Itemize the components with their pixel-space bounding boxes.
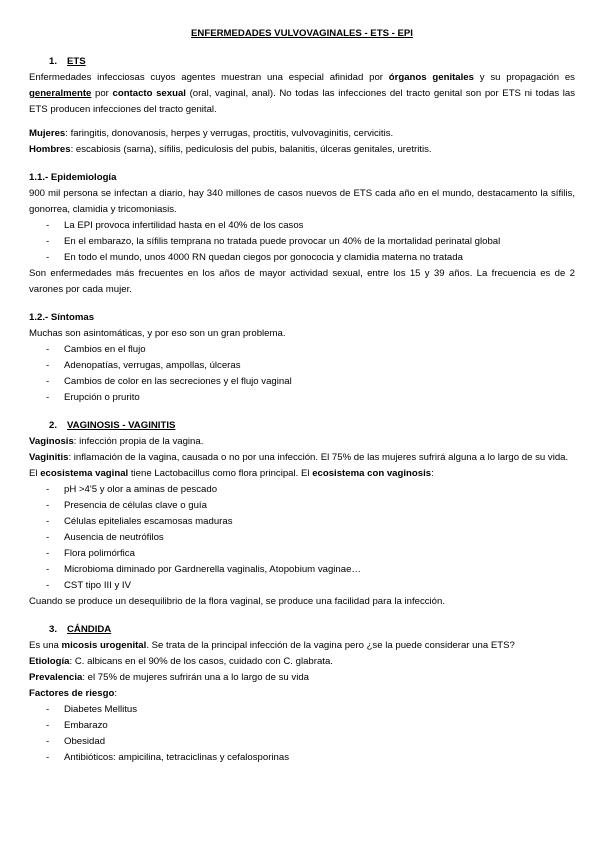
list-item: - Cambios en el flujo	[29, 342, 575, 358]
list-item: - Presencia de células clave o guía	[29, 498, 575, 514]
list-item: - Erupción o prurito	[29, 390, 575, 406]
factores-riesgo-list	[29, 702, 575, 766]
list-item: - Ausencia de neutrófilos	[29, 530, 575, 546]
document-page	[29, 26, 575, 766]
sintomas-list	[29, 342, 575, 406]
list-item: - Flora polimórfica	[29, 546, 575, 562]
list-item: - Antibióticos: ampicilina, tetraciclinas y cefalosporinas	[29, 750, 575, 766]
list-item: - La EPI provoca infertilidad hasta en el 40% de los casos	[29, 218, 575, 234]
sintomas-paragraph: Muchas son asintomáticas, y por eso son un gran problema.	[29, 328, 286, 339]
subsection-sintomas-heading: 1.2.- Síntomas	[29, 312, 95, 323]
list-item: - Obesidad	[29, 734, 575, 750]
list-item: - Diabetes Mellitus	[29, 702, 575, 718]
list-item: - CST tipo III y IV	[29, 578, 575, 594]
document-title: ENFERMEDADES VULVOVAGINALES - ETS - EPI	[191, 28, 413, 39]
section-3-heading: 3. CÁNDIDA	[49, 624, 112, 635]
section-2-closing: Cuando se produce un desequilibrio de la flora vaginal, se produce una facilidad para la infección.	[29, 596, 446, 607]
section-1-heading: 1. ETS	[49, 56, 86, 67]
vaginosis-line: Vaginosis: infección propia de la vagina.	[29, 436, 204, 447]
list-item: - Embarazo	[29, 718, 575, 734]
epidemiologia-list	[29, 218, 575, 266]
list-item: - Células epiteliales escamosas maduras	[29, 514, 575, 530]
etiologia-line: Etiología: C. albicans en el 90% de los casos, cuidado con C. glabrata.	[29, 656, 333, 667]
list-item: - En el embarazo, la sífilis temprana no tratada puede provocar un 40% de la mortalidad perinatal global	[29, 234, 575, 250]
subsection-epidemiologia-heading: 1.1.- Epidemiología	[29, 172, 117, 183]
list-item: - Adenopatías, verrugas, ampollas, úlceras	[29, 358, 575, 374]
mujeres-line: Mujeres: faringitis, donovanosis, herpes y verrugas, proctitis, vulvovaginitis, cervicitis.	[29, 128, 394, 139]
list-item: - pH >4'5 y olor a aminas de pescado	[29, 482, 575, 498]
prevalencia-line: Prevalencia: el 75% de mujeres sufrirán una a lo largo de su vida	[29, 672, 309, 683]
list-item: - Cambios de color en las secreciones y el flujo vaginal	[29, 374, 575, 390]
vaginitis-line: Vaginitis: inflamación de la vagina, causada o no por una infección. El 75% de las mujeres sufrirá alguna a lo largo de su vida.	[29, 452, 569, 463]
factores-riesgo-line: Factores de riesgo:	[29, 688, 117, 699]
epidemiologia-paragraph-1: 900 mil persona se infectan a diario, hay 340 millones de casos nuevos de ETS cada año en el mundo, destacamento la sífilis, gonorrea, clamidia y tricomoniasis.	[29, 188, 575, 215]
hombres-line: Hombres: escabiosis (sarna), sífilis, pediculosis del pubis, balanitis, úlceras genitales, uretritis.	[29, 144, 432, 155]
list-item: - Microbioma diminado por Gardnerella vaginalis, Atopobium vaginae…	[29, 562, 575, 578]
epidemiologia-paragraph-2: Son enfermedades más frecuentes en los años de mayor actividad sexual, entre los 15 y 39 años. La frecuencia es de 2 varones por cada mujer.	[29, 268, 575, 295]
list-item: - En todo el mundo, unos 4000 RN quedan ciegos por gonococia y clamidia materna no tratada	[29, 250, 575, 266]
ecosistema-line: El ecosistema vaginal tiene Lactobacillus como flora principal. El ecosistema con vaginosis:	[29, 468, 434, 479]
section-2-heading: 2. VAGINOSIS - VAGINITIS	[49, 420, 176, 431]
section-1-intro: Enfermedades infecciosas cuyos agentes muestran una especial afinidad por órganos genitales y su propagación es generalmente por contacto sexual (oral, vaginal, anal). No todas las infecciones del tracto genital son por ETS ni todas las ETS producen infecciones del tracto genital.	[29, 72, 576, 115]
candida-intro: Es una micosis urogenital. Se trata de la principal infección de la vagina pero ¿se la puede considerar una ETS?	[29, 640, 515, 651]
vaginosis-criteria-list	[29, 482, 575, 594]
